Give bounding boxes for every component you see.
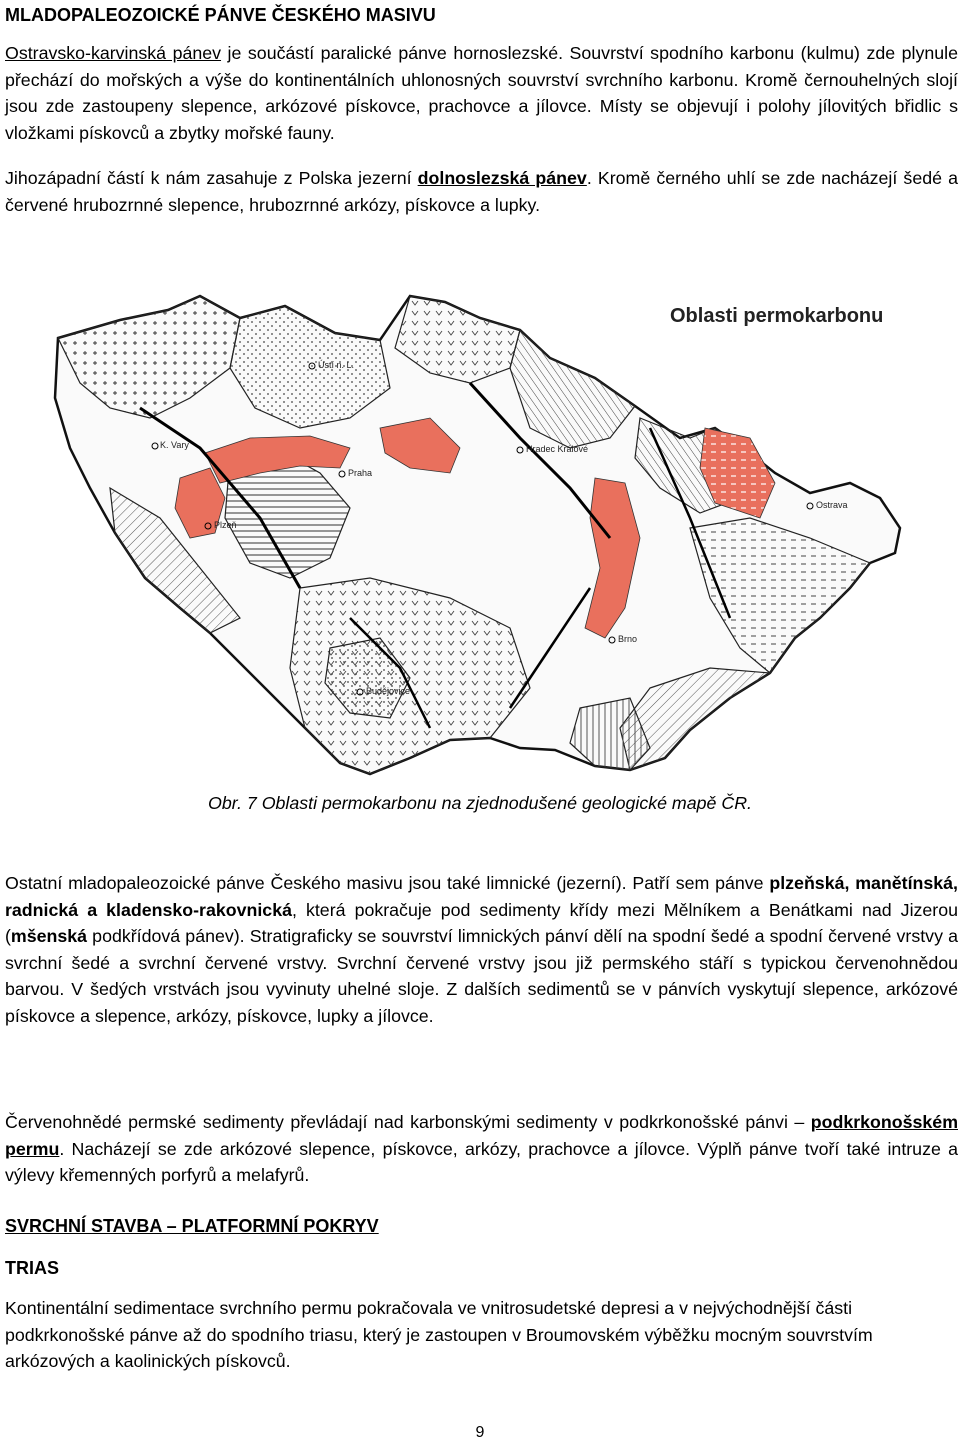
geological-map-figure: [50, 288, 912, 780]
city-label-plzen: Plzeň: [214, 520, 237, 530]
paragraph-limnic-basins: [5, 870, 958, 1029]
city-label-budejovice: Budějovice: [366, 686, 411, 696]
paragraph-text: Jihozápadní částí k nám zasahuje z Polska jezerní: [5, 168, 418, 188]
paragraph-triassic: Kontinentální sedimentace svrchního permu pokračovala ve vnitrosudetské depresi a v nejvýchodnější části podkrkonošské pánve až do spodního triasu, který je zastoupen v Broumovském výběžku mocným souvrstvím arkózových a kaolinických pískovců.: [5, 1298, 873, 1371]
ostrava-basin-link[interactable]: Ostravsko-karvinská pánev: [5, 43, 222, 63]
paragraph-text: . Kromě černého uhlí se zde nacházejí šedé a červené hrubozrnné slepence, hrubozrnné arkózy, pískovce a lupky.: [5, 168, 958, 215]
krkonose-permian-link[interactable]: podkrkonošském permu: [5, 1112, 958, 1159]
city-label-usti: Ústí n. L.: [318, 360, 355, 370]
lower-silesian-basin-link[interactable]: dolnoslezská pánev: [417, 168, 587, 188]
paragraph-krkonose-permian: [5, 1109, 958, 1189]
city-label-ostrava: Ostrava: [816, 500, 848, 510]
city-label-praha: Praha: [348, 468, 373, 478]
figure-caption: Obr. 7 Oblasti permokarbonu na zjednodušené geologické mapě ČR.: [208, 793, 752, 813]
basin-names: plzeňská, manětínská, radnická a kladensko-rakovnická: [5, 873, 958, 920]
city-label-brno: Brno: [618, 634, 638, 644]
city-label-hradec: Hradec Králové: [526, 444, 589, 454]
paragraph-text: , která pokračuje pod sedimenty křídy mezi Mělníkem a Benátkami nad Jizerou (: [5, 899, 958, 946]
paragraph-text: . Nacházejí se zde arkózové slepence, pískovce, arkózy, prachovce a jílovce. Výplň pánve tvoří také intruze a výlevy křemenných porfyrů a melafyrů.: [5, 1138, 958, 1185]
map-title: Oblasti permokarbonu: [670, 305, 884, 327]
chapter-heading: MLADOPALEOZOICKÉ PÁNVE ČESKÉHO MASIVU: [5, 5, 436, 25]
section-heading: SVRCHNÍ STAVBA – PLATFORMNÍ POKRYV: [5, 1216, 379, 1236]
paragraph-text: podkřídová pánev). Stratigraficky se souvrství limnických pánví dělí na spodní šedé a spodní červené vrstvy a svrchní šedé a svrchní červené vrstvy. Svrchní červené vrstvy jsou již permského stáří s typickou červenohnědou barvou. V šedých vrstvách jsou vyvinuty uhelné sloje. Z dalších sedimentů se v pánvích vyskytují slepence, arkózové pískovce a slepence, arkózy, pískovce, lupky a jílovce.: [5, 926, 958, 1026]
paragraph-text: Červenohnědé permské sedimenty převládají nad karbonskými sedimenty v podkrkonošské pánvi –: [5, 1112, 811, 1132]
paragraph-text: Ostatní mladopaleozoické pánve Českého masivu jsou také limnické (jezerní). Patří sem pánve: [5, 873, 770, 893]
geological-map: [50, 288, 912, 780]
paragraph-text: je součástí paralické pánve hornoslezské. Souvrství spodního karbonu (kulmu) zde plynule přechází do mořských a výše do kontinentálních uhlonosných souvrství svrchního karbonu. Kromě černouhelných slojí jsou zde zastoupeny slepence, arkózové pískovce, prachovce a jílovce. Místy se objevují i polohy jílovitých břidlic s vložkami pískovců a zbytky mořské fauny.: [5, 43, 958, 143]
paragraph-lower-silesian-basin: [5, 165, 958, 218]
paragraph-ostrava-basin: [5, 40, 958, 146]
page-number: 9: [475, 1424, 485, 1441]
subsection-heading: TRIAS: [5, 1258, 59, 1278]
msenska-basin: mšenská: [10, 926, 88, 946]
city-label-vary: K. Vary: [160, 440, 189, 450]
